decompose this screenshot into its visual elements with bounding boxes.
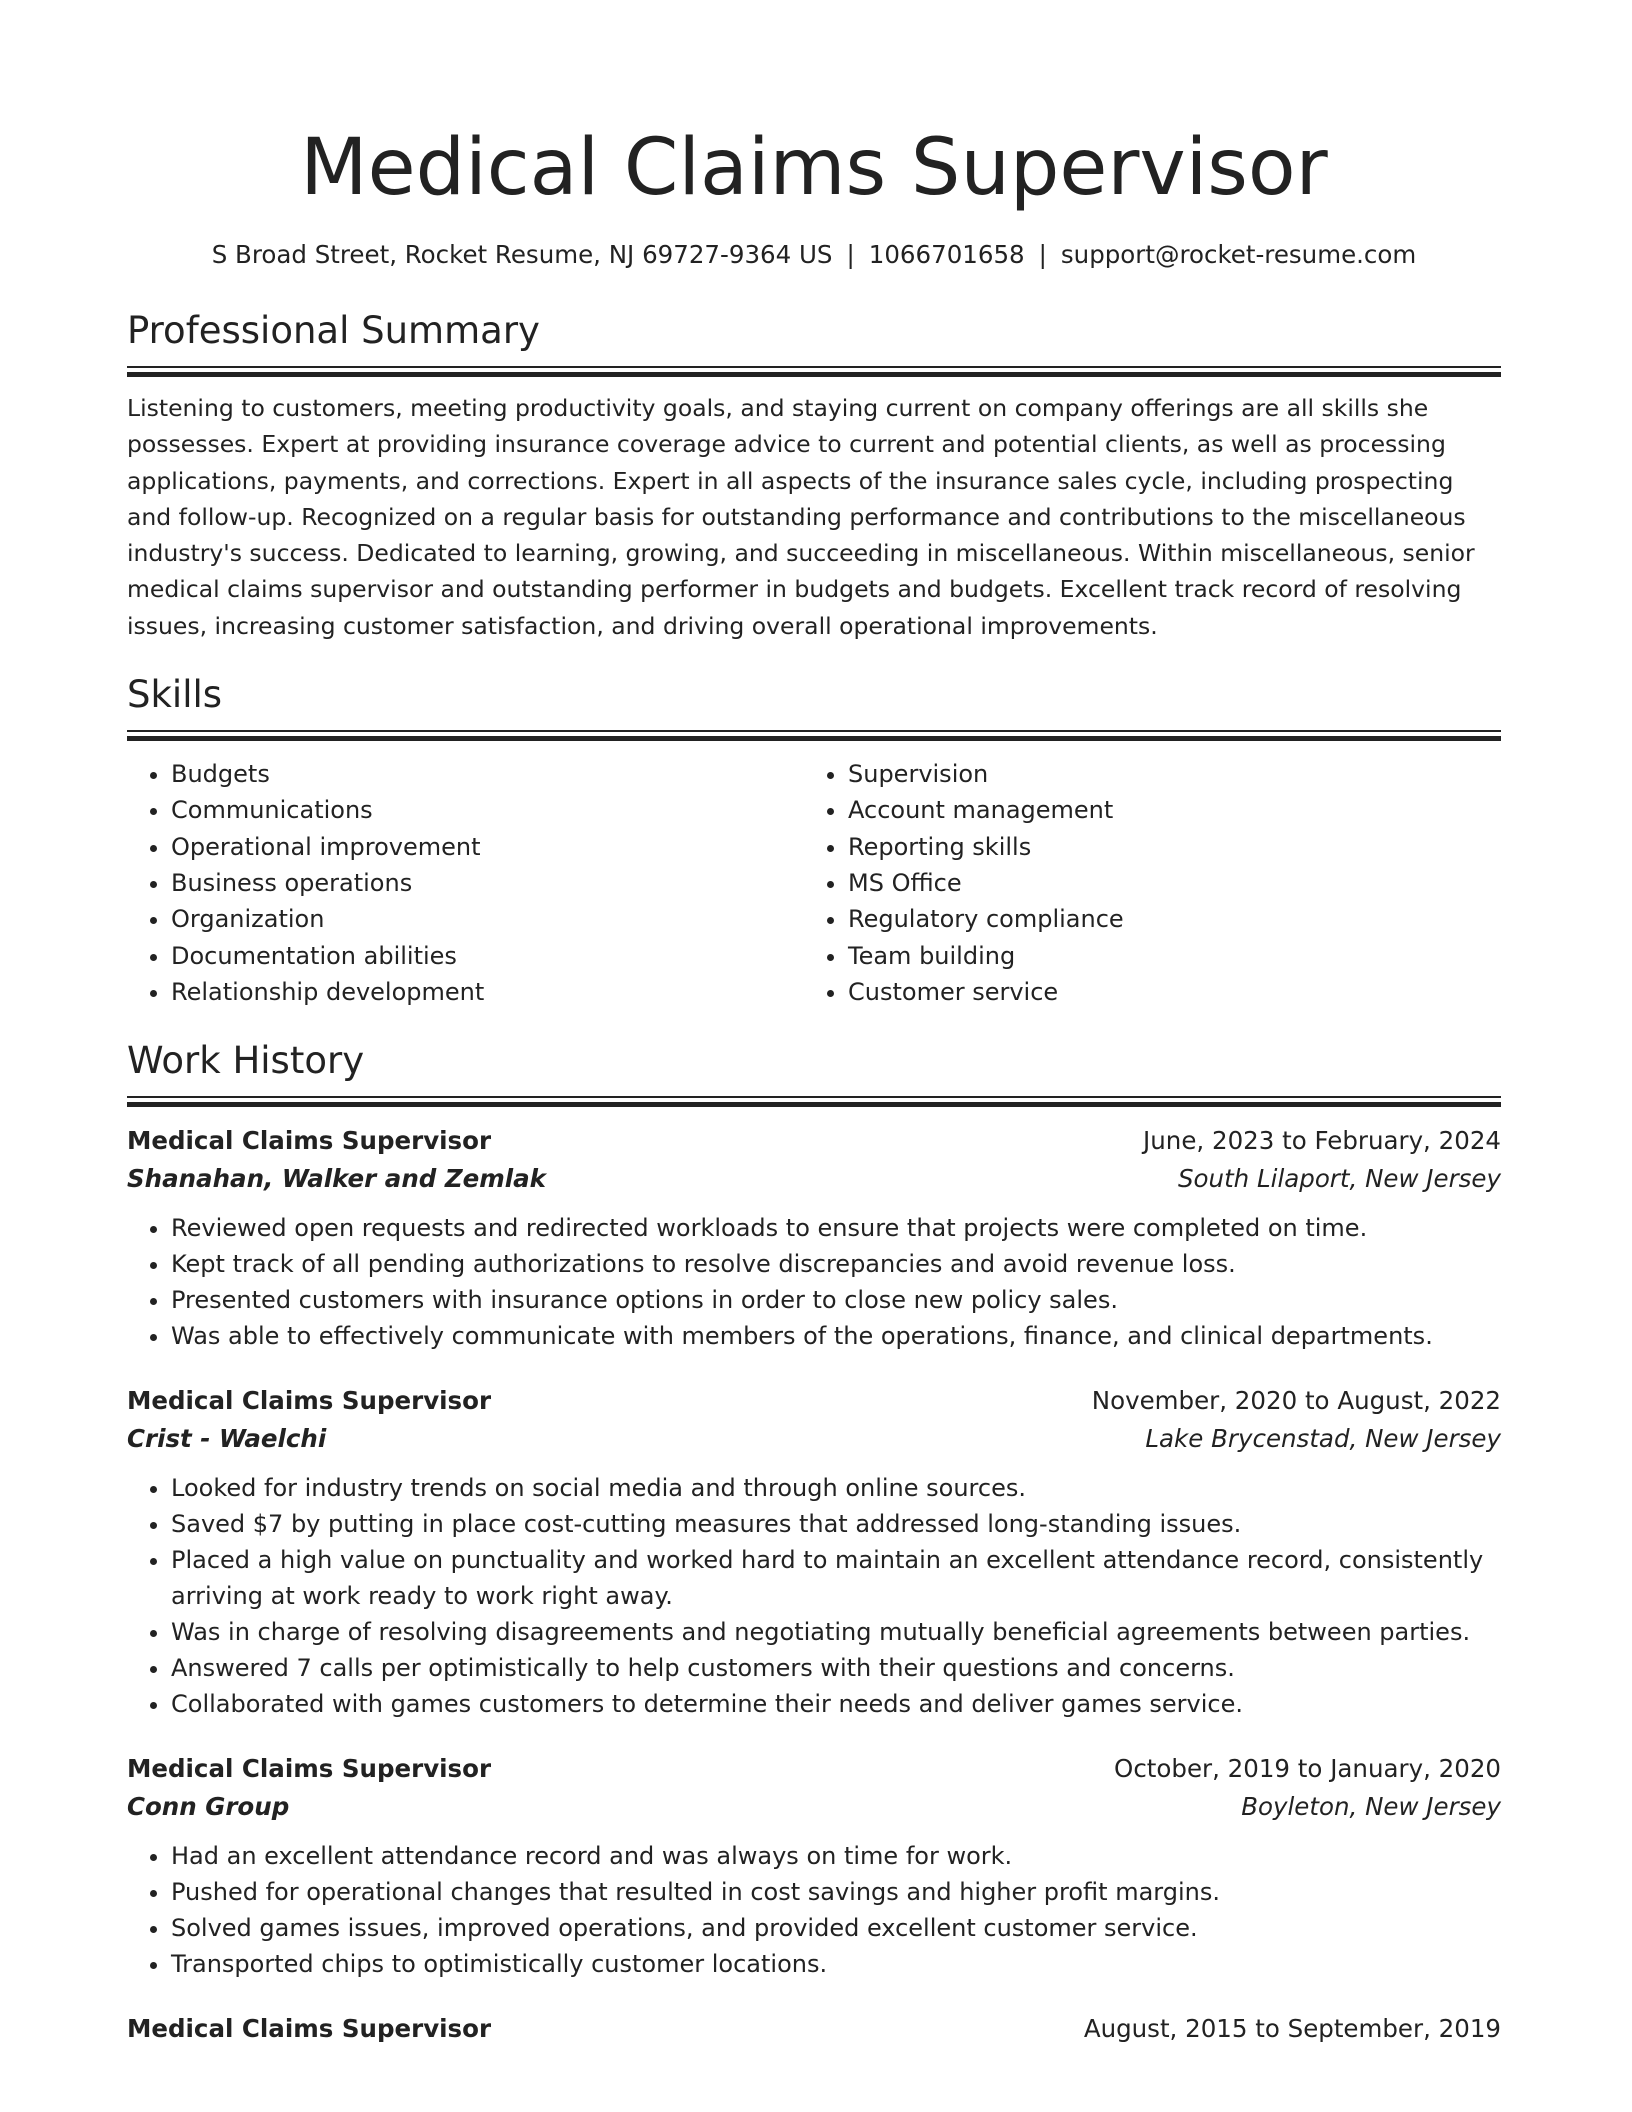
work-history-section bbox=[127, 1038, 1501, 2048]
job-bullet: • Collaborated with games customers to determine their needs and deliver games service. bbox=[171, 1686, 1501, 1722]
section-title-summary: Professional Summary bbox=[127, 309, 540, 352]
skill-item: • Relationship development bbox=[171, 974, 804, 1010]
job-dates: August, 2015 to September, 2019 bbox=[1083, 2014, 1501, 2044]
job-title: Medical Claims Supervisor bbox=[127, 1126, 492, 1156]
job-bullet: • Placed a high value on punctuality and worked hard to maintain an excellent attendance record, consistently arriving at work ready to work right away. bbox=[171, 1542, 1501, 1614]
skill-item: • Documentation abilities bbox=[171, 938, 804, 974]
job-header bbox=[127, 1750, 1501, 1788]
skill-item: • Communications bbox=[171, 792, 804, 828]
job-company: Conn Group bbox=[127, 1792, 290, 1822]
skill-item: • Customer service bbox=[848, 974, 1481, 1010]
job-bullet: • Transported chips to optimistically customer locations. bbox=[171, 1946, 1501, 1982]
job-bullet: • Answered 7 calls per optimistically to help customers with their questions and concerns. bbox=[171, 1650, 1501, 1686]
job-location: South Lilaport, New Jersey bbox=[1178, 1164, 1501, 1194]
section-title-work: Work History bbox=[127, 1039, 365, 1083]
skill-item: • Account management bbox=[848, 792, 1481, 828]
job-header bbox=[127, 1382, 1501, 1420]
section-title-skills: Skills bbox=[127, 673, 223, 717]
job-subheader bbox=[127, 1160, 1501, 1198]
job-bullet: • Pushed for operational changes that resulted in cost savings and higher profit margins. bbox=[171, 1874, 1501, 1910]
skill-item: • Budgets bbox=[171, 756, 804, 792]
contact-line bbox=[127, 238, 1501, 272]
contact-separator: | bbox=[846, 240, 855, 269]
job-entry bbox=[127, 1750, 1501, 1982]
skills-column-right bbox=[804, 756, 1481, 1010]
skill-item: • Team building bbox=[848, 938, 1481, 974]
job-bullet: • Solved games issues, improved operations, and provided excellent customer service. bbox=[171, 1910, 1501, 1946]
skills-grid bbox=[127, 756, 1501, 1010]
skill-item: • Reporting skills bbox=[848, 829, 1481, 865]
job-entry bbox=[127, 2010, 1501, 2048]
job-bullets bbox=[127, 1838, 1501, 1982]
contact-email: support@rocket-resume.com bbox=[1060, 240, 1417, 269]
skills-section bbox=[127, 672, 1501, 1010]
contact-separator: | bbox=[1038, 240, 1047, 269]
job-subheader bbox=[127, 1788, 1501, 1826]
job-title: Medical Claims Supervisor bbox=[127, 1754, 492, 1784]
job-entry bbox=[127, 1382, 1501, 1722]
contact-phone: 1066701658 bbox=[868, 240, 1025, 269]
skill-item: • MS Office bbox=[848, 865, 1481, 901]
job-location: Lake Brycenstad, New Jersey bbox=[1145, 1424, 1501, 1454]
section-divider bbox=[127, 366, 1501, 378]
section-divider bbox=[127, 1096, 1501, 1108]
skill-item: • Organization bbox=[171, 901, 804, 937]
job-dates: October, 2019 to January, 2020 bbox=[1114, 1754, 1501, 1784]
job-company: Crist - Waelchi bbox=[127, 1424, 327, 1454]
job-title: Medical Claims Supervisor bbox=[127, 2014, 492, 2044]
job-location: Boyleton, New Jersey bbox=[1241, 1792, 1501, 1822]
resume-page bbox=[127, 0, 1501, 2048]
job-bullet: • Had an excellent attendance record and was always on time for work. bbox=[171, 1838, 1501, 1874]
job-dates: June, 2023 to February, 2024 bbox=[1143, 1126, 1501, 1156]
skill-item: • Supervision bbox=[848, 756, 1481, 792]
summary-text: Listening to customers, meeting productivity goals, and staying current on company offerings are all skills she possesses. Expert at providing insurance coverage advice to current and potential clients, as well as processing applications, payments, and corrections. Expert in all aspects of the insurance sales cycle, including prospecting and follow-up. Recognized on a regular basis for outstanding performance and contributions to the miscellaneous industry's success. Dedicated to learning, growing, and succeeding in miscellaneous. Within miscellaneous, senior medical claims supervisor and outstanding performer in budgets and budgets. Excellent track record of resolving issues, increasing customer satisfaction, and driving overall operational improvements. bbox=[127, 394, 1475, 640]
resume-name: Medical Claims Supervisor bbox=[300, 123, 1328, 213]
job-bullets bbox=[127, 1210, 1501, 1354]
job-bullet: • Reviewed open requests and redirected workloads to ensure that projects were completed on time. bbox=[171, 1210, 1501, 1246]
skill-item: • Regulatory compliance bbox=[848, 901, 1481, 937]
job-entry bbox=[127, 1122, 1501, 1354]
job-header bbox=[127, 2010, 1501, 2048]
job-bullet: • Was in charge of resolving disagreements and negotiating mutually beneficial agreements between parties. bbox=[171, 1614, 1501, 1650]
job-dates: November, 2020 to August, 2022 bbox=[1091, 1386, 1501, 1416]
job-subheader bbox=[127, 1420, 1501, 1458]
job-bullet: • Kept track of all pending authorizations to resolve discrepancies and avoid revenue loss. bbox=[171, 1246, 1501, 1282]
skill-item: • Business operations bbox=[171, 865, 804, 901]
job-bullet: • Saved $7 by putting in place cost-cutting measures that addressed long-standing issues. bbox=[171, 1506, 1501, 1542]
skills-column-left bbox=[127, 756, 804, 1010]
job-company: Shanahan, Walker and Zemlak bbox=[127, 1164, 546, 1194]
job-bullet: • Presented customers with insurance options in order to close new policy sales. bbox=[171, 1282, 1501, 1318]
job-bullets bbox=[127, 1470, 1501, 1722]
job-title: Medical Claims Supervisor bbox=[127, 1386, 492, 1416]
job-bullet: • Looked for industry trends on social media and through online sources. bbox=[171, 1470, 1501, 1506]
job-bullet: • Was able to effectively communicate with members of the operations, finance, and clinical departments. bbox=[171, 1318, 1501, 1354]
skill-item: • Operational improvement bbox=[171, 829, 804, 865]
contact-address: S Broad Street, Rocket Resume, NJ 69727-9364 US bbox=[211, 240, 833, 269]
section-divider bbox=[127, 730, 1501, 742]
job-header bbox=[127, 1122, 1501, 1160]
professional-summary-section bbox=[127, 308, 1501, 644]
